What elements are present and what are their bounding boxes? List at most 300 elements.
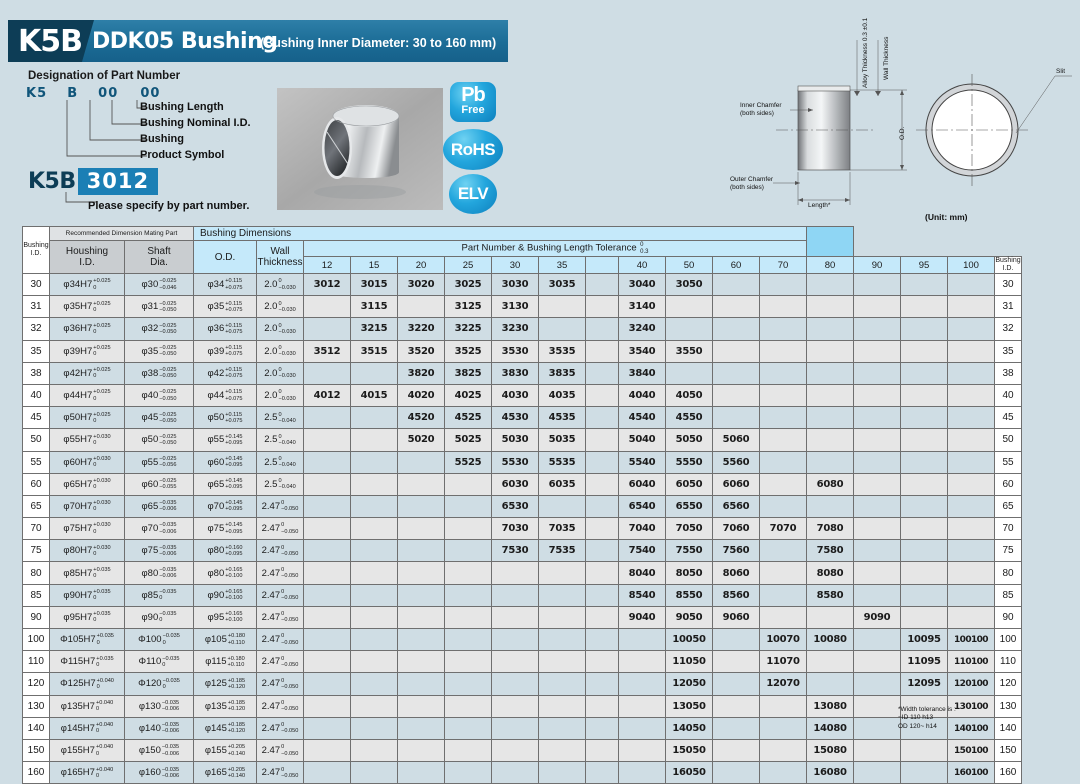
cell-part-number xyxy=(807,318,854,340)
part-number-value: 15050 xyxy=(672,745,706,757)
cell-bushing-id-left: 45 xyxy=(23,407,50,429)
cell-part-number xyxy=(807,562,854,584)
cell-part-number xyxy=(445,318,492,340)
cell-bushing-id-left: 31 xyxy=(23,296,50,318)
header-length-25: 25 xyxy=(445,257,492,274)
cell-part-number xyxy=(854,606,901,628)
cell-part-number xyxy=(713,518,760,540)
cell-part-number xyxy=(304,540,351,562)
cell-part-number xyxy=(492,296,539,318)
cell-part-number xyxy=(807,584,854,606)
cell-part-number xyxy=(948,274,995,296)
cell-part-number xyxy=(398,629,445,651)
cell-part-gap xyxy=(586,407,619,429)
cell-part-number xyxy=(539,651,586,673)
cell-housing-id: φ55H7 +0.030 0 xyxy=(50,429,125,451)
cell-part-number xyxy=(854,495,901,517)
part-number-value: 5540 xyxy=(628,456,656,468)
cell-part-number xyxy=(445,695,492,717)
table-row xyxy=(23,429,1022,451)
cell-part-number xyxy=(713,384,760,406)
cell-part-number xyxy=(666,495,713,517)
cell-part-number xyxy=(492,717,539,739)
cell-part-number xyxy=(666,673,713,695)
cell-part-number xyxy=(807,429,854,451)
table-row xyxy=(23,651,1022,673)
cell-part-number xyxy=(398,384,445,406)
cell-od: φ80 +0.165 +0.100 xyxy=(194,562,257,584)
cell-bushing-id-right: 130 xyxy=(995,695,1022,717)
cell-part-number xyxy=(445,739,492,761)
cell-part-number xyxy=(445,340,492,362)
cell-od: φ135 +0.185 +0.120 xyxy=(194,695,257,717)
cell-part-number xyxy=(901,673,948,695)
cell-part-gap xyxy=(586,651,619,673)
cell-part-number xyxy=(304,762,351,784)
cell-part-number xyxy=(854,340,901,362)
cell-part-number xyxy=(445,495,492,517)
header-part-tolerance-text: Part Number & Bushing Length Tolerance xyxy=(461,242,637,254)
cell-part-number xyxy=(398,540,445,562)
cell-bushing-id-right: 150 xyxy=(995,739,1022,761)
part-number-value: 16080 xyxy=(813,767,847,779)
cell-housing-id: φ90H7 +0.035 0 xyxy=(50,584,125,606)
part-number-value: 3515 xyxy=(360,345,388,357)
cell-wall-thickness: 2.47 0 −0.050 xyxy=(257,629,304,651)
cell-part-number xyxy=(666,562,713,584)
cell-od: φ44 +0.115 +0.075 xyxy=(194,384,257,406)
part-number-value: 4012 xyxy=(313,390,341,402)
cell-part-number xyxy=(948,451,995,473)
cell-wall-thickness: 2.5 0 −0.040 xyxy=(257,407,304,429)
part-number-value: 3540 xyxy=(628,345,656,357)
part-number-value: 3215 xyxy=(360,323,388,335)
cell-part-number xyxy=(539,340,586,362)
cell-part-number xyxy=(492,495,539,517)
cell-part-number xyxy=(492,540,539,562)
part-number-value: 6050 xyxy=(675,478,703,490)
cell-bushing-id-left: 120 xyxy=(23,673,50,695)
cell-shaft-dia: φ70 −0.035 −0.006 xyxy=(125,518,194,540)
part-number-value: 14080 xyxy=(813,722,847,734)
part-number-value: 11095 xyxy=(907,656,941,668)
header-row-group xyxy=(23,227,1022,241)
header-bushing-id-left-l2: I.D. xyxy=(30,250,42,257)
part-number-value: 7030 xyxy=(501,523,529,535)
cell-part-number xyxy=(619,673,666,695)
cell-part-number xyxy=(666,451,713,473)
cell-part-number xyxy=(619,495,666,517)
table-row xyxy=(23,629,1022,651)
cell-part-number xyxy=(901,562,948,584)
cell-part-number xyxy=(713,473,760,495)
part-number-value: 3220 xyxy=(407,323,435,335)
part-number-value: 9090 xyxy=(863,611,891,623)
table-row xyxy=(23,540,1022,562)
cell-part-number xyxy=(619,606,666,628)
cell-part-number xyxy=(398,362,445,384)
part-number-value: 4550 xyxy=(675,412,703,424)
cell-part-number xyxy=(492,274,539,296)
example-note: Please specify by part number. xyxy=(88,200,250,212)
cell-part-number xyxy=(901,451,948,473)
header-length-15: 15 xyxy=(351,257,398,274)
cell-part-number xyxy=(666,606,713,628)
cell-part-number xyxy=(807,695,854,717)
cell-part-number xyxy=(539,318,586,340)
cell-part-number xyxy=(807,717,854,739)
product-photo xyxy=(277,88,443,210)
cell-part-number xyxy=(398,318,445,340)
cell-shaft-dia: φ160 −0.035 −0.006 xyxy=(125,762,194,784)
cell-wall-thickness: 2.47 0 −0.050 xyxy=(257,606,304,628)
cell-shaft-dia: φ60 −0.025 −0.055 xyxy=(125,473,194,495)
part-number-value: 3830 xyxy=(501,367,529,379)
cell-part-number xyxy=(351,296,398,318)
cell-bushing-id-left: 40 xyxy=(23,384,50,406)
table-row xyxy=(23,673,1022,695)
part-number-value: 3530 xyxy=(501,345,529,357)
cell-part-gap xyxy=(586,739,619,761)
cell-part-number xyxy=(304,562,351,584)
part-number-value: 4525 xyxy=(454,412,482,424)
header-length-80: 80 xyxy=(807,257,854,274)
part-number-value: 4015 xyxy=(360,390,388,402)
cell-part-number xyxy=(351,407,398,429)
cell-bushing-id-right: 80 xyxy=(995,562,1022,584)
cell-part-number xyxy=(760,429,807,451)
cell-part-number xyxy=(351,651,398,673)
cell-part-number xyxy=(807,362,854,384)
cell-part-number xyxy=(539,717,586,739)
cell-part-number xyxy=(351,429,398,451)
part-number-value: 8580 xyxy=(816,589,844,601)
page-subtitle: (Bushing Inner Diameter: 30 to 160 mm) xyxy=(260,36,497,50)
cell-shaft-dia: φ50 −0.025 −0.050 xyxy=(125,429,194,451)
part-number-value: 3020 xyxy=(407,279,435,291)
cell-part-number xyxy=(492,606,539,628)
part-number-value: 5025 xyxy=(454,434,482,446)
cell-part-number xyxy=(445,762,492,784)
cell-part-number xyxy=(398,296,445,318)
part-number-value: 150100 xyxy=(954,746,988,757)
cell-part-number xyxy=(713,296,760,318)
cell-part-number xyxy=(901,407,948,429)
cell-part-number xyxy=(539,606,586,628)
cell-wall-thickness: 2.0 0 −0.030 xyxy=(257,362,304,384)
cell-part-number xyxy=(398,340,445,362)
cell-part-number xyxy=(398,762,445,784)
cell-shaft-dia: φ140 −0.035 −0.006 xyxy=(125,717,194,739)
part-number-value: 10080 xyxy=(813,634,847,646)
cell-part-number xyxy=(351,673,398,695)
part-number-value: 7080 xyxy=(816,523,844,535)
cell-bushing-id-left: 35 xyxy=(23,340,50,362)
part-number-value: 5550 xyxy=(675,456,703,468)
cell-part-number xyxy=(304,717,351,739)
cell-shaft-dia: Φ110 −0.035 0 xyxy=(125,651,194,673)
part-number-value: 8040 xyxy=(628,567,656,579)
cell-part-number xyxy=(948,651,995,673)
cell-bushing-id-left: 110 xyxy=(23,651,50,673)
part-number-value: 3225 xyxy=(454,323,482,335)
header-length-20: 20 xyxy=(398,257,445,274)
cell-part-number xyxy=(619,407,666,429)
specification-table-wrapper xyxy=(22,226,1022,784)
cell-wall-thickness: 2.0 0 −0.030 xyxy=(257,274,304,296)
cell-part-number xyxy=(948,340,995,362)
cell-part-number xyxy=(539,629,586,651)
table-body xyxy=(23,274,1022,784)
table-row xyxy=(23,717,1022,739)
cell-part-number xyxy=(351,274,398,296)
cell-bushing-id-left: 150 xyxy=(23,739,50,761)
cell-part-number xyxy=(666,651,713,673)
cell-part-gap xyxy=(586,296,619,318)
header-length-12: 12 xyxy=(304,257,351,274)
part-number-value: 110100 xyxy=(954,657,988,668)
cell-part-number xyxy=(807,340,854,362)
cell-shaft-dia: φ85 −0.035 0 xyxy=(125,584,194,606)
cell-part-number xyxy=(760,673,807,695)
cell-part-number xyxy=(807,629,854,651)
part-number-value: 3140 xyxy=(628,301,656,313)
cell-part-number xyxy=(492,695,539,717)
part-number-value: 12070 xyxy=(766,678,800,690)
cell-part-number xyxy=(901,651,948,673)
cell-part-number xyxy=(760,473,807,495)
code-segment-length: 00 xyxy=(140,86,161,101)
cell-part-number xyxy=(807,518,854,540)
cell-part-number xyxy=(398,651,445,673)
table-row xyxy=(23,606,1022,628)
header-recommended-mating: Recommended Dimension Mating Part xyxy=(50,227,194,241)
cell-part-number xyxy=(854,429,901,451)
header-shaft-dia-l1: Shaft xyxy=(147,246,171,257)
part-number-value: 9050 xyxy=(675,611,703,623)
cell-part-number xyxy=(539,739,586,761)
cell-part-number xyxy=(304,429,351,451)
cell-part-number xyxy=(445,540,492,562)
cell-bushing-id-left: 50 xyxy=(23,429,50,451)
cell-wall-thickness: 2.47 0 −0.050 xyxy=(257,695,304,717)
table-row xyxy=(23,473,1022,495)
part-number-value: 6080 xyxy=(816,478,844,490)
cell-od: φ90 +0.165 +0.100 xyxy=(194,584,257,606)
cell-bushing-id-left: 75 xyxy=(23,540,50,562)
cell-part-gap xyxy=(586,495,619,517)
cell-part-number xyxy=(445,717,492,739)
cell-part-number xyxy=(304,274,351,296)
cell-bushing-id-right: 32 xyxy=(995,318,1022,340)
cell-part-number xyxy=(713,318,760,340)
cell-wall-thickness: 2.0 0 −0.030 xyxy=(257,384,304,406)
cell-part-number xyxy=(351,584,398,606)
cell-part-number xyxy=(948,584,995,606)
cell-od: φ105 +0.180 +0.110 xyxy=(194,629,257,651)
cell-part-number xyxy=(445,384,492,406)
cell-part-gap xyxy=(586,540,619,562)
cell-housing-id: φ135H7 +0.040 0 xyxy=(50,695,125,717)
header-length-100: 100 xyxy=(948,257,995,274)
part-number-value: 3230 xyxy=(501,323,529,335)
cell-part-number xyxy=(398,518,445,540)
technical-drawing xyxy=(700,0,1080,220)
header-bushing-id-right xyxy=(995,257,1022,274)
cell-part-number xyxy=(492,318,539,340)
header-length-40: 40 xyxy=(619,257,666,274)
part-number-value: 3030 xyxy=(501,279,529,291)
cell-part-number xyxy=(445,606,492,628)
part-number-value: 7070 xyxy=(769,523,797,535)
label-inner-chamfer-sub: (both sides) xyxy=(740,110,774,117)
cell-part-number xyxy=(492,384,539,406)
legend-bushing: Bushing xyxy=(140,133,184,145)
cell-part-number xyxy=(854,739,901,761)
cell-bushing-id-right: 35 xyxy=(995,340,1022,362)
designation-leader-lines xyxy=(20,86,170,176)
cell-part-number xyxy=(948,673,995,695)
part-number-value: 5040 xyxy=(628,434,656,446)
cell-part-gap xyxy=(586,518,619,540)
cell-part-number xyxy=(445,362,492,384)
code-segment-bushing: B xyxy=(67,86,79,101)
part-number-value: 4040 xyxy=(628,390,656,402)
cell-shaft-dia: φ45 −0.025 −0.050 xyxy=(125,407,194,429)
label-outer-chamfer-sub: (both sides) xyxy=(730,184,764,191)
cell-part-number xyxy=(854,717,901,739)
part-number-value: 6560 xyxy=(722,500,750,512)
cell-part-gap xyxy=(586,451,619,473)
cell-part-number xyxy=(713,584,760,606)
table-row xyxy=(23,584,1022,606)
cell-part-number xyxy=(539,473,586,495)
cell-wall-thickness: 2.47 0 −0.050 xyxy=(257,717,304,739)
header-od xyxy=(194,241,257,274)
cell-part-number xyxy=(713,429,760,451)
label-inner-chamfer: Inner Chamfer xyxy=(740,102,782,109)
cell-part-number xyxy=(854,384,901,406)
cell-part-number xyxy=(492,362,539,384)
cell-housing-id: φ60H7 +0.030 0 xyxy=(50,451,125,473)
cell-bushing-id-left: 65 xyxy=(23,495,50,517)
cell-part-number xyxy=(351,739,398,761)
table-row xyxy=(23,739,1022,761)
cell-part-number xyxy=(854,318,901,340)
part-number-value: 3115 xyxy=(360,301,388,313)
footnote-line-3: OD 120~ h14 xyxy=(898,722,937,730)
part-number-value: 3035 xyxy=(548,279,576,291)
cell-part-number xyxy=(398,673,445,695)
label-alloy-thickness: Alloy Thickness 0.3 ±0.1 xyxy=(862,17,869,88)
cell-part-number xyxy=(948,606,995,628)
cell-part-number xyxy=(760,296,807,318)
cell-od: φ36 +0.115 +0.075 xyxy=(194,318,257,340)
part-number-value: 14050 xyxy=(672,722,706,734)
header-bushing-id-right-l1: Bushing xyxy=(995,257,1021,264)
cell-part-number xyxy=(351,473,398,495)
cell-shaft-dia: Φ100 −0.035 0 xyxy=(125,629,194,651)
cell-part-number xyxy=(901,606,948,628)
part-number-value: 5535 xyxy=(548,456,576,468)
cell-shaft-dia: φ80 −0.035 −0.006 xyxy=(125,562,194,584)
cell-housing-id: φ145H7 +0.040 0 xyxy=(50,717,125,739)
cell-part-number xyxy=(760,451,807,473)
cell-part-number xyxy=(445,429,492,451)
cell-part-number xyxy=(760,362,807,384)
cell-wall-thickness: 2.47 0 −0.050 xyxy=(257,584,304,606)
part-number-value: 4520 xyxy=(407,412,435,424)
label-slit: Slit xyxy=(1056,68,1066,75)
part-number-value: 6030 xyxy=(501,478,529,490)
cell-wall-thickness: 2.47 0 −0.050 xyxy=(257,540,304,562)
table-row xyxy=(23,318,1022,340)
cell-part-number xyxy=(807,407,854,429)
part-number-value: 11050 xyxy=(672,656,706,668)
designation-section-title: Designation of Part Number xyxy=(28,70,181,82)
cell-part-number xyxy=(619,518,666,540)
part-number-value: 5030 xyxy=(501,434,529,446)
header-length-60: 60 xyxy=(713,257,760,274)
table-row xyxy=(23,562,1022,584)
cell-part-number xyxy=(445,473,492,495)
cell-part-number xyxy=(398,584,445,606)
cell-part-number xyxy=(807,540,854,562)
part-number-value: 13080 xyxy=(813,700,847,712)
header-length-30: 30 xyxy=(492,257,539,274)
cell-od: φ39 +0.115 +0.075 xyxy=(194,340,257,362)
cell-part-number xyxy=(619,384,666,406)
cell-part-number xyxy=(713,274,760,296)
cell-part-number xyxy=(351,717,398,739)
cell-part-gap xyxy=(586,629,619,651)
cell-housing-id: φ70H7 +0.030 0 xyxy=(50,495,125,517)
part-number-value: 6550 xyxy=(675,500,703,512)
header-shaft-dia xyxy=(125,241,194,274)
part-number-value: 5530 xyxy=(501,456,529,468)
cell-part-number xyxy=(948,495,995,517)
cell-housing-id: Φ105H7 +0.035 0 xyxy=(50,629,125,651)
cell-part-number xyxy=(807,451,854,473)
cell-part-number xyxy=(713,739,760,761)
cell-part-number xyxy=(492,629,539,651)
cell-part-number xyxy=(619,318,666,340)
cell-od: φ75 +0.145 +0.095 xyxy=(194,518,257,540)
cell-part-number xyxy=(492,518,539,540)
cell-part-number xyxy=(854,296,901,318)
cell-part-number xyxy=(760,518,807,540)
cell-part-number xyxy=(901,429,948,451)
cell-od: φ145 +0.185 +0.120 xyxy=(194,717,257,739)
cell-part-number xyxy=(398,562,445,584)
part-number-value: 5560 xyxy=(722,456,750,468)
cell-part-number xyxy=(304,296,351,318)
cell-part-number xyxy=(445,629,492,651)
table-row xyxy=(23,274,1022,296)
cell-part-number xyxy=(304,495,351,517)
example-prefix: K5B xyxy=(28,169,76,194)
part-number-value: 3825 xyxy=(454,367,482,379)
part-number-value: 3125 xyxy=(454,301,482,313)
cell-part-number xyxy=(807,296,854,318)
cell-part-number xyxy=(666,762,713,784)
table-head xyxy=(23,227,1022,274)
cell-shaft-dia: φ40 −0.025 −0.050 xyxy=(125,384,194,406)
cell-part-number xyxy=(539,495,586,517)
part-number-value: 5060 xyxy=(722,434,750,446)
cell-part-number xyxy=(351,451,398,473)
cell-shaft-dia: φ35 −0.025 −0.050 xyxy=(125,340,194,362)
